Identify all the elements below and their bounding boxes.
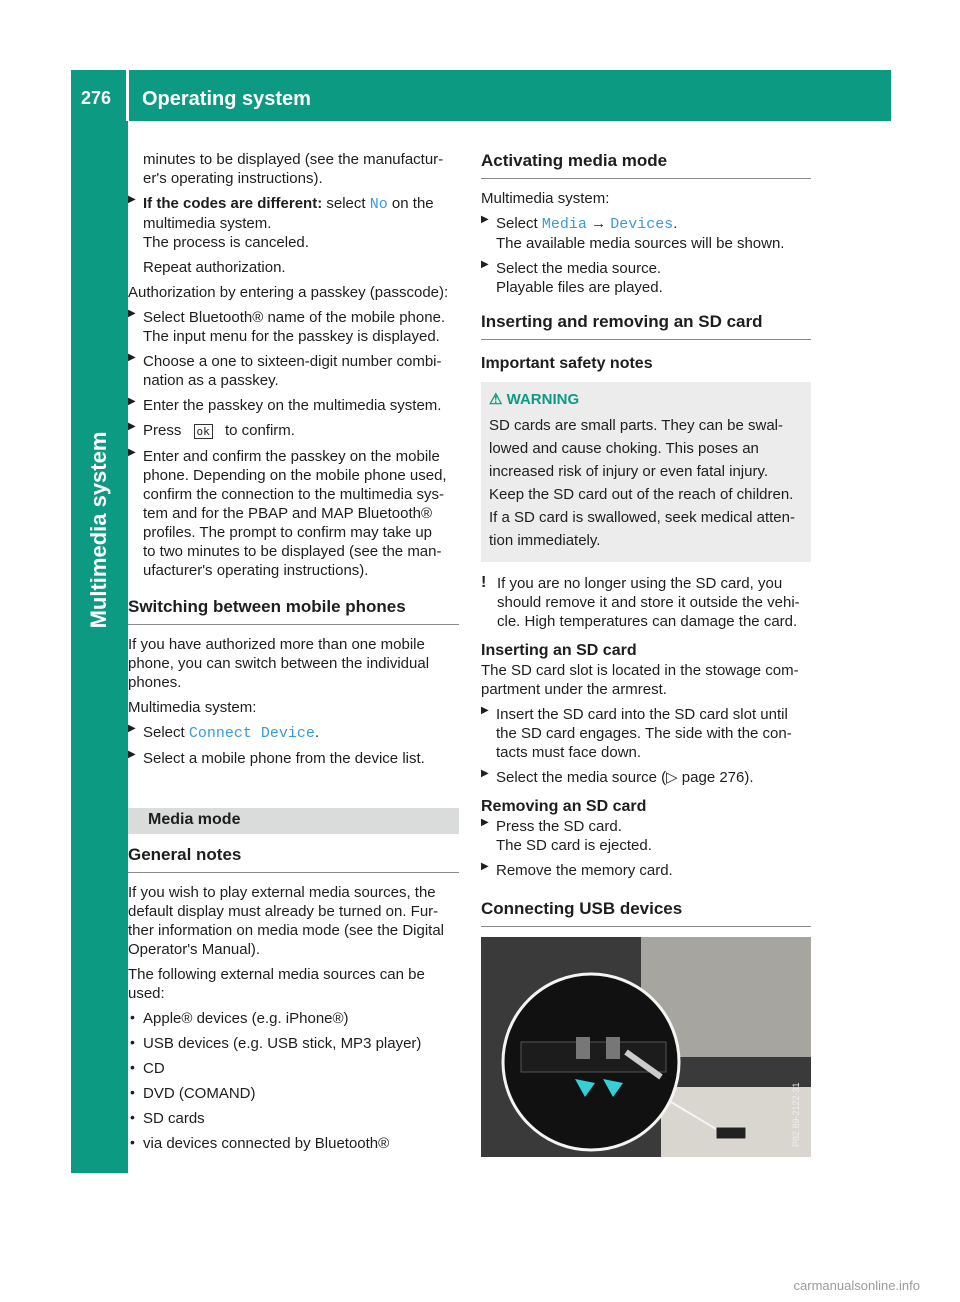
note: ! If you are no longer using the SD card, you should remove it and store it outside the vehi- cle. High temperatures can damage the card. <box>481 574 800 630</box>
ok-key-icon: ok <box>194 424 213 439</box>
header-divider <box>126 70 129 121</box>
list-item: ▶ Insert the SD card into the SD card slot until the SD card engages. The side with the con- tacts must face down. <box>481 705 811 762</box>
list-item: • via devices connected by Bluetooth® <box>128 1134 459 1153</box>
intro-line: minutes to be displayed (see the manufactur- <box>143 151 444 168</box>
list-item: ▶ Remove the memory card. <box>481 861 811 880</box>
section-heading: Connecting USB devices <box>481 898 811 927</box>
section-heading: Switching between mobile phones <box>128 596 459 625</box>
list-item: ▶ Choose a one to sixteen-digit number combi- nation as a passkey. <box>128 352 459 390</box>
usb-ports-photo <box>481 937 811 1157</box>
list-item: ▶ Select Bluetooth® name of the mobile phone. The input menu for the passkey is displayed. <box>128 308 459 346</box>
exclamation-icon: ! <box>481 574 487 591</box>
list-item: • DVD (COMAND) <box>128 1084 459 1103</box>
subheading: Inserting an SD card <box>481 642 637 659</box>
left-column: minutes to be displayed (see the manufactur- er's operating instructions). ▶ If the codes are different: select No on the multimedia system. The process is canceled. Repeat authorization. Authorization by entering a passkey (passcode): ▶ Select Bluetooth® name of the mobile phone. The input menu for the passkey is displayed. ▶ Choose a one to sixteen-digit number combi- nation as a passkey. ▶ Enter the passkey on the multimedia system. ▶ Press ok to confirm. ▶ Enter and confirm the passkey on the mobile phone. Depending on the mobile phone used, confirm the connection to the multimedia sys- tem and for the PBAP and MAP Bluetooth® profiles. The prompt to confirm may take up to two minutes to be displayed (see the man- ufacturer's operating instructions). Switching between mobile phones If you have authorized more than one mobile phone, you can switch between the individual phones. Multimedia system: ▶ Select Connect Device. ▶ Select a mobile phone from the device list. Media mode General notes If you wish to play external media sources, the default display must already be turned on. Fur- ther information on media mode (see the Digital Operator's Manual). The following external media sources can be used: • Apple® devices (e.g. iPhone®) • USB devices (e.g. USB stick, MP3 player) • CD • DVD (COMAND) • SD cards • via devices connected by Bluetooth® <box>128 150 459 1153</box>
media-mode-band: Media mode <box>128 808 459 834</box>
list-item: ▶ Enter the passkey on the multimedia system. <box>128 396 459 415</box>
subheading: Removing an SD card <box>481 798 647 815</box>
section-heading: General notes <box>128 844 459 873</box>
list-item: ▶ Select Connect Device. <box>128 723 459 743</box>
list-item: ▶ Select the media source. Playable files are played. <box>481 259 811 297</box>
list-item: • CD <box>128 1059 459 1078</box>
list-item: ▶ If the codes are different: select No on the multimedia system. The process is canceled. Repeat authorization. <box>128 194 459 277</box>
paragraph: Authorization by entering a passkey (passcode): <box>128 284 449 301</box>
warning-triangle-icon: ⚠ <box>489 391 503 408</box>
list-item: ▶ Select a mobile phone from the device list. <box>128 749 459 768</box>
list-item: • USB devices (e.g. USB stick, MP3 player) <box>128 1034 459 1053</box>
list-item: ▶ Enter and confirm the passkey on the mobile phone. Depending on the mobile phone used, confirm the connection to the multimedia sys- tem and for the PBAP and MAP Bluetooth® profiles. The prompt to confirm may take up to two minutes to be displayed (see the man- ufacturer's operating instructions). <box>128 447 459 580</box>
section-heading: Activating media mode <box>481 150 811 179</box>
svg-text:P82.89-2122-31: P82.89-2122-31 <box>791 1082 801 1147</box>
list-item: ▶ Select the media source (▷ page 276). <box>481 768 811 787</box>
right-column: Activating media mode Multimedia system: ▶ Select Media → Devices. The available media sources will be shown. ▶ Select the media source. Playable files are played. Inserting and removing an SD card Important safety notes ⚠ WARNING SD cards are small parts. They can be swal- lowed and cause choking. This poses an increased risk of injury or even fatal injury. Keep the SD card out of the reach of children. If a SD card is swallowed, seek medical atten- tion immediately. ! If you are no longer using the SD card, you should remove it and store it outside the vehi- cle. High temperatures can damage the card. Inserting an SD card The SD card slot is located in the stowage com- partment under the armrest. ▶ Insert the SD card into the SD card slot until the SD card engages. The side with the con- tacts must face down. ▶ Select the media source (▷ page 276). Removing an SD card ▶ Press the SD card. The SD card is ejected. ▶ Remove the memory card. Connecting USB devices P82.89-2122-31 <box>481 150 811 1157</box>
list-item: ▶ Press ok to confirm. <box>128 421 459 441</box>
list-item: ▶ Select Media → Devices. The available media sources will be shown. <box>481 214 811 253</box>
list-item: ▶ Press the SD card. The SD card is ejected. <box>481 817 811 855</box>
side-tab-label: Multimedia system <box>86 431 111 629</box>
photo-illustration <box>481 937 811 1157</box>
subheading: Important safety notes <box>481 355 653 372</box>
intro-line: er's operating instructions). <box>143 170 323 187</box>
page-number: 276 <box>81 88 112 108</box>
section-heading: Inserting and removing an SD card <box>481 311 811 340</box>
list-item: • Apple® devices (e.g. iPhone®) <box>128 1009 459 1028</box>
list-item: • SD cards <box>128 1109 459 1128</box>
warning-box: ⚠ WARNING SD cards are small parts. They can be swal- lowed and cause choking. This poses an increased risk of injury or even fatal injury. Keep the SD card out of the reach of children. If a SD card is swallowed, seek medical atten- tion immediately. <box>481 382 811 562</box>
watermark: carmanualsonline.info <box>793 1278 920 1293</box>
page-title: Operating system <box>142 88 311 110</box>
side-tab <box>71 121 128 1173</box>
